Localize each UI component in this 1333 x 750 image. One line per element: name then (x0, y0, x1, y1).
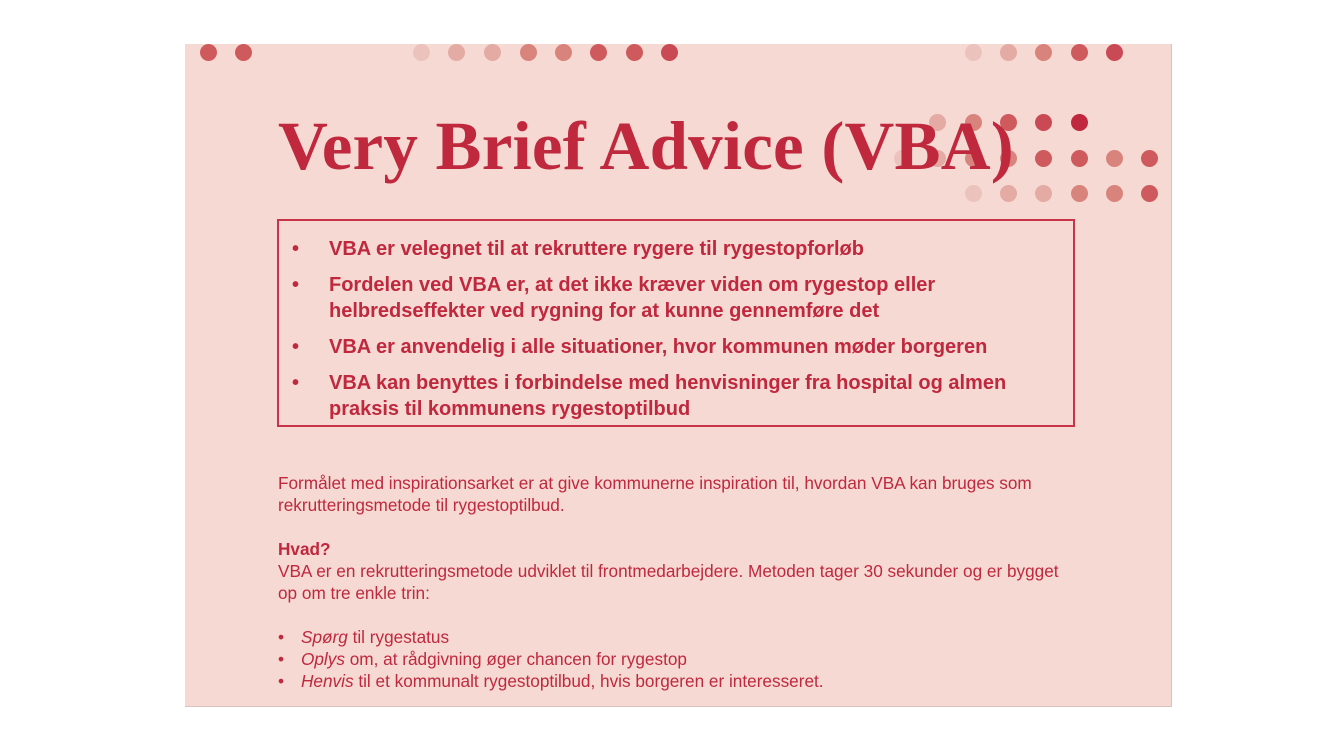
key-point-text: Fordelen ved VBA er, at det ikke kræver viden om rygestop eller helbredseffekter ved rygning for at kunne gennemføre det (329, 274, 936, 322)
dot (1141, 185, 1158, 202)
bullet-icon: • (292, 372, 300, 394)
dot (200, 44, 217, 61)
steps-list (278, 626, 824, 692)
list-item (278, 626, 824, 648)
dot (555, 44, 572, 61)
dot (1106, 150, 1123, 167)
dot (484, 44, 501, 61)
section-text: VBA er en rekrutteringsmetode udviklet til frontmedarbejdere. Metoden tager 30 sekunder og er bygget op om tre enkle trin: (278, 561, 1059, 603)
key-points-list (279, 221, 1073, 422)
key-point-text: VBA er velegnet til at rekruttere rygere til rygestopforløb (329, 238, 864, 260)
list-item (278, 648, 824, 670)
list-item (279, 272, 1073, 324)
bullet-icon: • (292, 336, 300, 358)
dot (1000, 185, 1017, 202)
dot (1071, 150, 1088, 167)
document-page (185, 44, 1172, 707)
key-point-text: VBA er anvendelig i alle situationer, hvor kommunen møder borgeren (329, 336, 988, 358)
dot (1035, 114, 1052, 131)
step-verb: Spørg (301, 627, 348, 647)
bullet-icon: • (278, 649, 285, 669)
list-item (279, 236, 1073, 262)
dot (1071, 185, 1088, 202)
dot (1035, 150, 1052, 167)
dot (235, 44, 252, 61)
dot (448, 44, 465, 61)
list-item (278, 670, 824, 692)
bullet-icon: • (278, 671, 285, 691)
bullet-icon: • (278, 627, 285, 647)
bullet-icon: • (292, 274, 300, 296)
dot (1000, 44, 1017, 61)
dot (413, 44, 430, 61)
dot (1106, 185, 1123, 202)
step-text: til rygestatus (347, 627, 450, 647)
dot (1035, 185, 1052, 202)
dot (1106, 44, 1123, 61)
step-verb: Oplys (301, 649, 345, 669)
dot (1141, 150, 1158, 167)
section-heading: Hvad? (278, 539, 331, 559)
dot (520, 44, 537, 61)
step-verb: Henvis (301, 671, 354, 691)
dot (1071, 114, 1088, 131)
key-point-text: VBA kan benyttes i forbindelse med henvisninger fra hospital og almen praksis til kommunens rygestoptilbud (329, 372, 1007, 420)
dot (661, 44, 678, 61)
page-title: Very Brief Advice (VBA) (278, 108, 1014, 184)
dot (1035, 44, 1052, 61)
dot (965, 44, 982, 61)
dot (590, 44, 607, 61)
intro-paragraph: Formålet med inspirationsarket er at give kommunerne inspiration til, hvordan VBA kan bruges som rekrutteringsmetode til rygestoptilbud. (278, 473, 1032, 515)
dot (626, 44, 643, 61)
list-item (279, 334, 1073, 360)
bullet-icon: • (292, 238, 300, 260)
key-points-box (277, 219, 1075, 427)
step-text: om, at rådgivning øger chancen for rygestop (344, 649, 687, 669)
dot (965, 185, 982, 202)
dot (1071, 44, 1088, 61)
step-text: til et kommunalt rygestoptilbud, hvis borgeren er interesseret. (353, 671, 824, 691)
list-item (279, 370, 1073, 422)
